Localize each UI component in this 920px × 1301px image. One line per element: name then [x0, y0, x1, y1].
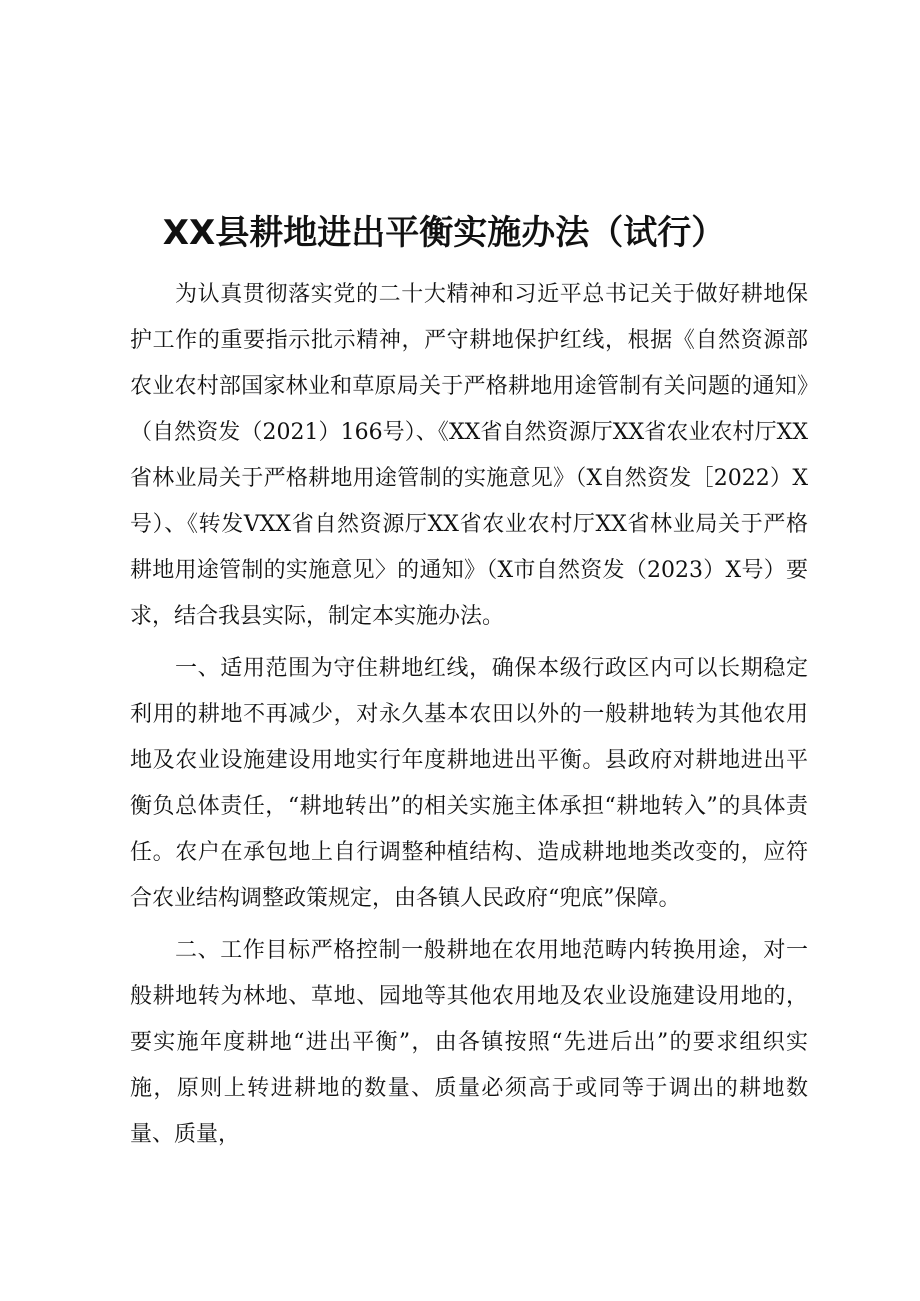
document-title: XX县耕地进出平衡实施办法（试行）	[162, 212, 726, 253]
paragraph-preamble: 为认真贯彻落实党的二十大精神和习近平总书记关于做好耕地保护工作的重要指示批示精神，严守耕地保护红线，根据《自然资源部农业农村部国家林业和草原局关于严格耕地用途管制有关问题的通知》（自然资发（2021）166号）、《XX省自然资源厅XX省农业农村厅XX省林业局关于严格耕地用途管制的实施意见》（X自然资发［2022）X号）、《转发VXX省自然资源厅XX省农业农村厅XX省林业局关于严格耕地用途管制的实施意见〉的通知》（X市自然资发（2023）X号）要求，结合我县实际，制定本实施办法。	[130, 282, 808, 629]
paragraph-goals: 二、工作目标严格控制一般耕地在农用地范畴内转换用途，对一般耕地转为林地、草地、园地等其他农用地及农业设施建设用地的，要实施年度耕地“进出平衡”，由各镇按照“先进后出”的要求组织实施，原则上转进耕地的数量、质量必须高于或同等于调出的耕地数量、质量，	[130, 938, 808, 1147]
document-body	[130, 272, 808, 1158]
paragraph-scope: 一、适用范围为守住耕地红线，确保本级行政区内可以长期稳定利用的耕地不再减少，对永久基本农田以外的一般耕地转为其他农用地及农业设施建设用地实行年度耕地进出平衡。县政府对耕地进出平衡负总体责任，“耕地转出”的相关实施主体承担“耕地转入”的具体责任。农户在承包地上自行调整种植结构、造成耕地地类改变的，应符合农业结构调整政策规定，由各镇人民政府“兜底”保障。	[130, 656, 808, 911]
